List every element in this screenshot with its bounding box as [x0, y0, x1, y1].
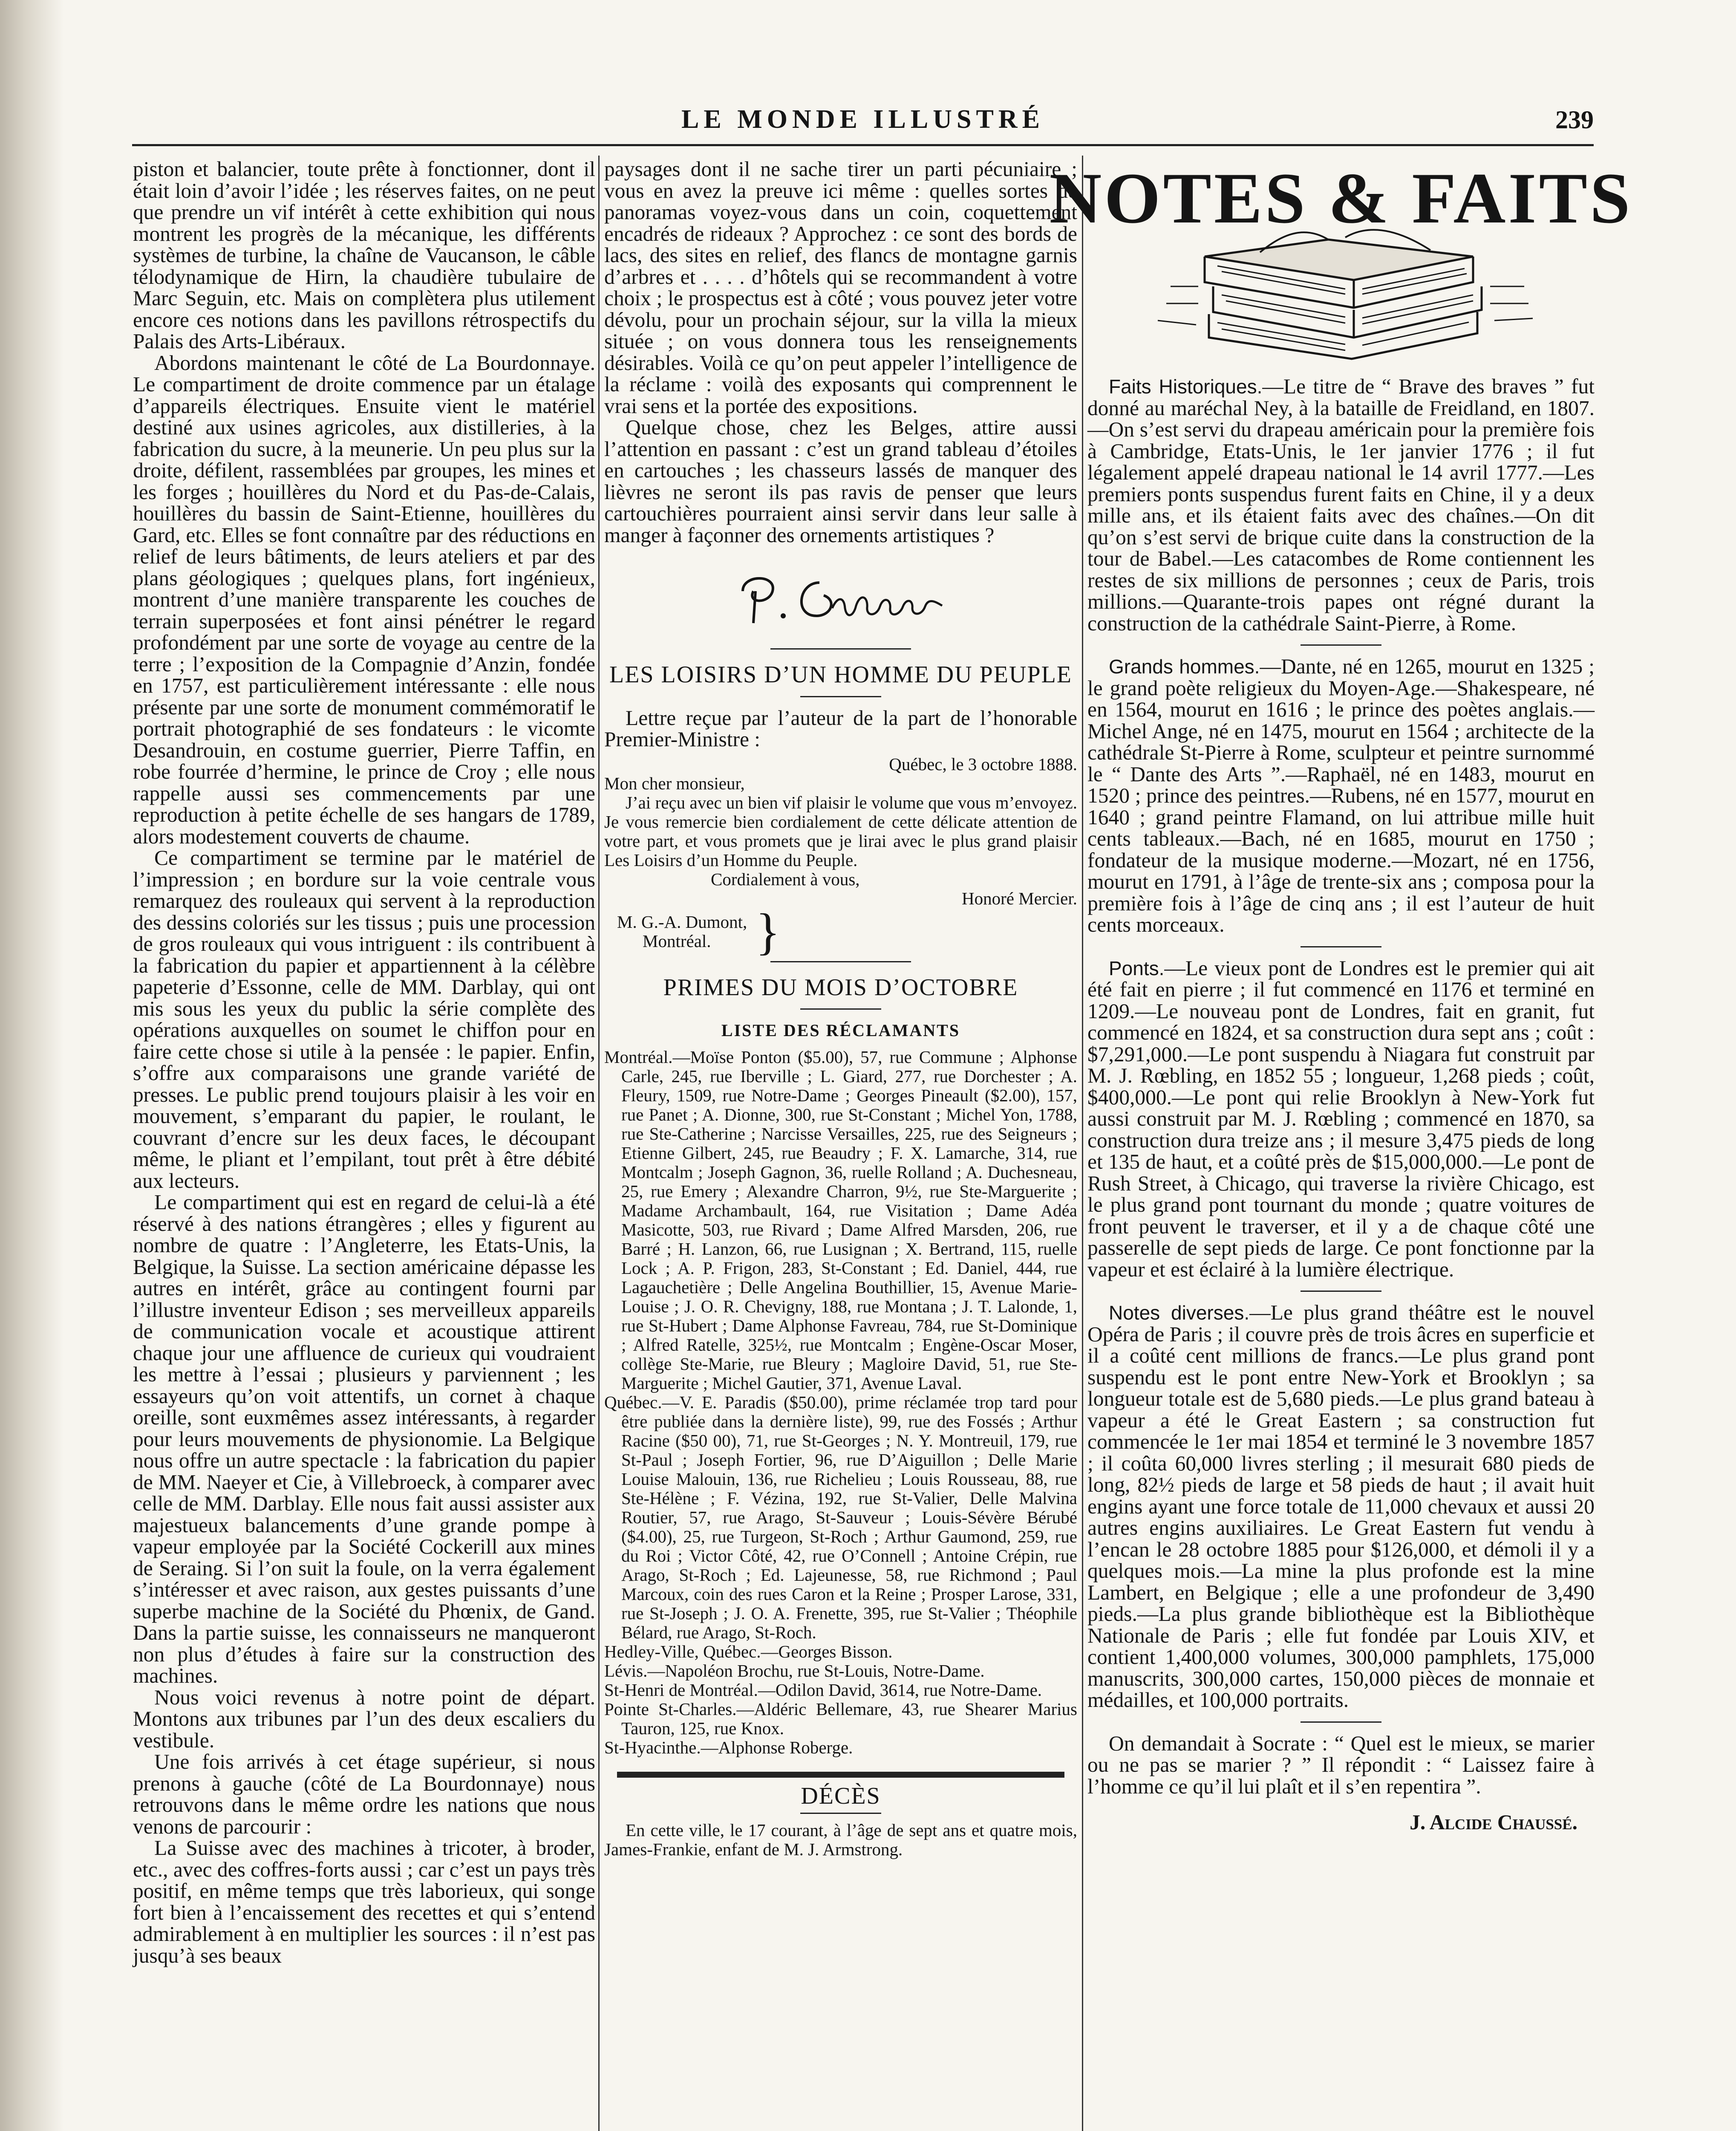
section-rule — [770, 961, 911, 962]
paragraph: piston et balancier, toute prête à fonctionner, dont il était loin d’avoir l’idée ; les réserves faites, on ne peut que prendre un vif intérêt à cette exhibition qui nous montrent les progrès de la mécanique, les différents systèmes de turbine, la chaîne de Vaucanson, le câble télodynamique de Hirn, la chaudière tubulaire de Marc Seguin, etc. Mais on complètera plus utilement encore ces notions dans les pavillons rétrospectifs du Palais des Arts-Libéraux. — [133, 157, 595, 353]
column-divider — [1082, 156, 1083, 2131]
paragraph: Le compartiment qui est en regard de celui-là a été réservé à des nations étrangères ; elles y figurent au nombre de quatre : l’Angleterre, les Etats-Unis, la Belgique, la Suisse. La section américaine dépasse les autres en intérêt, grâce au contingent fourni par l’illustre inventeur Edison ; ses merveilleux appareils de communication vocale et acoustique attirent chaque jour une affluence de curieux qui voudraient les mettre à l’essai ; plusieurs y parviennent ; les essayeurs qu’on voit attentifs, un cornet à chaque oreille, sont euxmêmes assez intéressants, à regarder pour leurs mouvements de physionomie. La Belgique nous offre un autre spectacle : la fabrication du papier de MM. Naeyer et Cie, à Villebroeck, à comparer avec celle de MM. Darblay. Elle nous fait aussi assister aux majestueux balancements d’une grande pompe à vapeur employée par la Société Cockerill aux mines de Seraing. Si l’on suit la foule, on la verra également s’intéresser et avec raison, aux gestes puissants d’une superbe machine de la Société du Phœnix, de Gand. Dans la partie suisse, les connaisseurs ne manqueront non plus d’études à faire sur la construction des machines. — [133, 1190, 595, 1687]
socrate-quote: On demandait à Socrate : “ Quel est le mieux, se marier ou ne pas se marier ? ” Il répondit : “ Laissez faire à l’homme ce qu’il lui plaît et il s’en repentira ”. — [1087, 1731, 1595, 1798]
masthead: LE MONDE ILLUSTRÉ — [681, 105, 1044, 134]
item-text: —Le vieux pont de Londres est le premier qui ait été fait en pierre ; il fut commencé en 1176 et terminé en 1209.—Le nouveau pont de Londres, fait en granit, fut commencé en 1824, et sa construction dura sept ans ; coût : $7,291,000.—Le pont suspendu à Niagara fut construit par M. J. Rœbling, en 1852 55 ; longueur, 1,268 pieds ; coût, $400,000.—Le pont qui relie Brooklyn à New-York fut aussi construit par M. J. Rœbling ; commencé en 1870, sa construction dura treize ans ; il mesure 3,475 pieds de long et 135 de haut, et a coûté près de $15,000,000.—Le pont de Rush Street, à Chicago, qui traverse la rivière Chicago, est le plus grand pont tournant du monde ; quatre voitures de front peuvent le traverser, et il y a de chaque côté une passerelle de sept pieds de large. Ce pont fonctionne par la vapeur et est éclairé à la lumière électrique. — [1087, 956, 1595, 1281]
letter-addressee — [604, 903, 1077, 960]
item-text: —Dante, né en 1265, mourut en 1325 ; le grand poète religieux du Moyen-Age.—Shakespeare, né en 1564, mourut en 1616 ; le prince des poètes anglais.—Michel Ange, né en 1475, mourut en 1564 ; architecte de la cathédrale St-Pierre à Rome, sculpteur et peintre surnommé le “ Dante des Arts ”.—Raphaël, né en 1483, mourut en 1520 ; prince des peintres.—Rubens, né en 1577, mourut en 1640 ; grand peintre Flamand, on lui attribue mille huit cents tableaux.—Bach, né en 1685, mourut en 1750 ; fondateur de la musique moderne.—Mozart, né en 1756, mourut en 1791, à l’âge de trente-six ans ; composa pour la première fois à l’âge de cinq ans ; il est l’auteur de huit cents morceaux. — [1087, 655, 1595, 936]
paragraph: Quelque chose, chez les Belges, attire aussi l’attention en passant : c’est un grand tableau d’étoiles en cartouches ; les chasseurs lassés de manquer des lièvres ne seront ils pas ravis de penser que leurs cartouchières pourraient ainsi servir dans leur salle à manger à façonner des ornements artistiques ? — [604, 416, 1077, 547]
letter-dateline: Québec, le 3 octobre 1888. — [889, 754, 1077, 774]
notes-item — [1087, 958, 1595, 1281]
section-rule — [800, 1008, 881, 1010]
notes-item — [1087, 656, 1595, 936]
item-kicker: Ponts. — [1109, 957, 1165, 979]
column-author: J. Alcide Chaussé. — [1410, 1810, 1577, 1834]
item-text: —Le plus grand théâtre est le nouvel Opéra de Paris ; il couvre près de trois âcres en superficie et il a coûté cent millions de francs.—Le plus grand pont suspendu est le pont entre New-York et Brooklyn ; sa longueur totale est de 5,680 pieds.—Le plus grand bateau à vapeur a été le Great Eastern ; sa construction fut commencée le 1er mai 1854 et terminé le 3 novembre 1857 ; il coûta 60,000 livres sterling ; il mesurait 680 pieds de long, 82½ pieds de large et 58 pieds de haut ; il avait huit engins ayant une force totale de 11,000 chevaux et aussi 20 autres engins auxiliaires. Le Great Eastern fut vendu à l’encan le 28 octobre 1885 pour $126,000, et démoli il y a quelques mois.—La mine la plus profonde est la mine Lambert, en Belgique ; elle a une profondeur de 3,490 pieds.—La plus grande bibliothèque est la Bibliothèque Nationale de Paris ; elle fut fondée par Louis XIV, et contient 1,400,000 volumes, 300,000 pamphlets, 175,000 manuscrits, 300,000 cartes, 150,000 pièces de monnaie et médailles, et 100,000 portraits. — [1087, 1301, 1595, 1712]
book-stack-illustration — [1158, 230, 1533, 359]
list-item: Montréal.—Moïse Ponton ($5.00), 57, rue Commune ; Alphonse Carle, 245, rue Iberville ; L. Giard, 277, rue Dorchester ; A. Fleury, 1509, rue Notre-Dame ; Georges Pineault ($2.00), 157, rue Panet ; A. Dionne, 300, rue St-Constant ; Michel Yon, 1788, rue Ste-Catherine ; Narcisse Versailles, 225, rue des Seigneurs ; Etienne Gilbert, 245, rue Beaudry ; F. X. Lamarche, 314, rue Montcalm ; Joseph Gagnon, 36, ruelle Rolland ; A. Duchesneau, 25, rue Emery ; Alexandre Charron, 9½, rue Ste-Marguerite ; Madame Archambault, 164, rue Visitation ; Dame Adéa Masicotte, 503, rue Rivard ; Dame Alfred Marsden, 206, rue Barré ; H. Lanzon, 66, rue Lusignan ; X. Bertrand, 115, ruelle Lock ; A. P. Frigon, 283, St-Constant ; Ed. Daniel, 444, rue Lagauchetière ; Delle Angelina Bouthillier, 15, Avenue Marie-Louise ; J. O. R. Chevigny, 188, rue Montana ; J. T. Lalonde, 1, rue St-Hubert ; Dame Alphonse Favreau, 784, rue St-Dominique ; Alfred Ratelle, 325½, rue Montcalm ; Engène-Oscar Moser, collège Ste-Marie, rue Bleury ; Magloire David, 51, rue Ste-Marguerite ; Michel Gautier, 371, Avenue Laval. — [604, 1047, 1077, 1393]
paragraph: Nous voici revenus à notre point de départ. Montons aux tribunes par l’un des deux escaliers du vestibule. — [133, 1685, 595, 1752]
section-rule — [770, 648, 911, 650]
paragraph: La Suisse avec des machines à tricoter, à broder, etc., avec des coffres-forts aussi ; car c’est un pays très positif, en même temps que très laborieux, qui songe fort bien à l’encaissement des recettes et qui s’entend admirablement à en multiplier les sources : il n’est pas jusqu’à ses beaux — [133, 1836, 595, 1967]
addressee-city: Montréal. — [643, 931, 711, 951]
list-item: Pointe St-Charles.—Aldéric Bellemare, 43, rue Shearer Marius Tauron, 125, rue Knox. — [604, 1699, 1077, 1738]
header-rule — [132, 144, 1594, 146]
loisirs-intro: Lettre reçue par l’auteur de la part de l’honorable Premier-Ministre : — [604, 706, 1077, 751]
letter-signer: Honoré Mercier. — [962, 888, 1077, 908]
deces-title: DÉCÈS — [801, 1782, 881, 1809]
notes-item — [1087, 376, 1595, 634]
list-item: St-Henri de Montréal.—Odilon David, 3614, rue Notre-Dame. — [604, 1680, 1042, 1700]
paragraph: Une fois arrivés à cet étage supérieur, si nous prenons à gauche (côté de La Bourdonnaye) nous retrouvons dans le même ordre les nations que nous venons de parcourir : — [133, 1750, 595, 1838]
item-kicker: Faits Historiques. — [1109, 375, 1263, 398]
section-rule — [1301, 1291, 1381, 1292]
brace: } — [756, 903, 780, 960]
list-item: St-Hyacinthe.—Alphonse Roberge. — [604, 1737, 853, 1757]
page-number: 239 — [1555, 106, 1594, 134]
letter-body: J’ai reçu avec un bien vif plaisir le volume que vous m’envoyez. Je vous remercie bien cordialement de cette délicate attention de votre part, et vous promets que je lirai avec le plus grand plaisir Les Loisirs d’un Homme du Peuple. — [604, 792, 1077, 870]
item-kicker: Grands hommes. — [1109, 655, 1260, 678]
section-rule — [1301, 644, 1381, 646]
section-rule — [1301, 946, 1381, 947]
column-2 — [604, 159, 1077, 1859]
item-text: —Le titre de “ Brave des braves ” fut donné au maréchal Ney, à la bataille de Freidland, en 1807.—On s’est servi du drapeau américain pour la première fois à Cambridge, Etats-Unis, le 1er janvier 1776 ; il fut légalement appelé drapeau national le 14 avril 1777.—Les premiers ponts suspendus furent faits en Chine, il y a deux mille ans, et ils étaient faits avec des chaînes.—On dit qu’on s’est servi de brique cuite dans la construction de la tour de Babel.—Les catacombes de Rome contiennent les restes de six millions de personnes ; ceux de Paris, trois millions.—Quarante-trois papes ont régné durant la construction de la cathédrale Saint-Pierre, à Rome. — [1087, 375, 1595, 635]
deces-text: En cette ville, le 17 courant, à l’âge de sept ans et quatre mois, James-Frankie, enfant de M. J. Armstrong. — [604, 1820, 1077, 1859]
section-rule — [800, 1813, 881, 1814]
notes-item — [1087, 1302, 1595, 1711]
section-rule — [1301, 1721, 1381, 1723]
item-kicker: Notes diverses. — [1109, 1302, 1250, 1324]
list-item: Québec.—V. E. Paradis ($50.00), prime réclamée trop tard pour être publiée dans la dernière liste), 99, rue des Fossés ; Arthur Racine ($50 00), 71, rue St-Georges ; N. Y. Montreuil, 179, rue St-Paul ; Joseph Fortier, 96, rue D’Aiguillon ; Delle Marie Louise Malouin, 136, rue Richelieu ; Louis Rousseau, 88, rue Ste-Hélène ; F. Vézina, 192, rue St-Valier, Delle Malvina Routier, 57, rue Arago, St-Sauveur ; Louis-Sévère Bérubé ($4.00), 25, rue Turgeon, St-Roch ; Arthur Gaumond, 259, rue du Roi ; Victor Côté, 42, rue O’Connell ; Antoine Crépin, rue Arago, St-Roch ; Ed. Lajeunesse, 58, rue Richmond ; Paul Marcoux, coin des rues Caron et la Reine ; Prosper Larose, 331, rue St-Joseph ; J. O. A. Frenette, 395, rue St-Valier ; Théophile Bélard, rue Arago, St-Roch. — [604, 1392, 1077, 1642]
section-rule — [617, 1772, 1064, 1778]
page-shadow-edge — [0, 0, 64, 2131]
loisirs-title: LES LOISIRS D’UN HOMME DU PEUPLE — [609, 661, 1073, 688]
letter-salutation: Mon cher monsieur, — [604, 773, 745, 793]
paragraph: paysages dont il ne sache tirer un parti pécuniaire ; vous en avez la preuve ici même : quelles sortes de panoramas voyez-vous dans un coin, coquettement encadrés de rideaux ? Approchez : ce sont des bords de lacs, des sites en relief, des flancs de montagne garnis d’arbres et . . . . d’hôtels qui se recommandent à votre choix ; le prospectus est à côté ; vous pouvez jeter votre dévolu, pour un prochain séjour, sur la villa la mieux située ; on vous donnera tous les renseignements désirables. Voilà ce qu’on peut appeler l’intelligence de la réclame : voilà des exposants qui comprennent le vrai sens et la portée des expositions. — [604, 157, 1077, 418]
list-item: Lévis.—Napoléon Brochu, rue St-Louis, Notre-Dame. — [604, 1660, 985, 1681]
addressee-name: M. G.-A. Dumont, — [617, 912, 747, 932]
notes-et-faits-banner — [1049, 158, 1633, 363]
list-item: Hedley-Ville, Québec.—Georges Bisson. — [604, 1641, 893, 1661]
paragraph: Ce compartiment se termine par le matériel de l’impression ; en bordure sur la voie centrale vous remarquez des rouleaux qui servent à la reproduction des dessins coloriés sur les tissus ; puis une procession de gros rouleaux qui vous intriguent : ils contribuent à la fabrication du papier et appartiennent à la célèbre papeterie d’Essonne, celle de MM. Darblay, qui ont mis sous les yeux du public la série complète des opérations auxquelles on soumet le chiffon pour en faire cette chose si utile à la pensée : le papier. Enfin, s’offre aux comparaisons une grande variété de presses. Le public prend toujours plaisir à les voir en mouvement, s’emparant du papier, le roulant, le couvrant d’encre sur les deux faces, le découpant même, le pliant et l’empilant, tout prêt à être débité aux lecteurs. — [133, 846, 595, 1193]
primes-title: PRIMES DU MOIS D’OCTOBRE — [663, 974, 1018, 1001]
column-3 — [1049, 158, 1633, 1834]
column-divider — [598, 156, 600, 2131]
primes-subtitle: LISTE DES RÉCLAMANTS — [721, 1021, 960, 1040]
author-signature — [730, 566, 952, 629]
section-rule — [800, 696, 881, 697]
letter-closing: Cordialement à vous, — [711, 869, 860, 889]
paragraph: Abordons maintenant le côté de La Bourdonnaye. Le compartiment de droite commence par un étalage d’appareils électriques. Ensuite vient le matériel destiné aux usines agricoles, aux distilleries, à la fabrication du sucre, à la meunerie. Un peu plus sur la droite, défilent, rassemblées par groupes, les mines et les forges ; houillères du Nord et du Pas-de-Calais, houillères du bassin de Saint-Etienne, houillères du Gard, etc. Elles se font connaître par des réductions en relief de leurs bâtiments, de leurs ateliers et par des plans géologiques ; quelques plans, fort ingénieux, montrent d’une manière transparente les couches de terrain superposées et font ainsi pénétrer le regard profondément par une sorte de voyage au centre de la terre ; l’exposition de la Compagnie d’Anzin, fondée en 1757, est particulièrement intéressante : elle nous présente par une sorte de monument commémoratif le portrait photographié de ses fondateurs : le vicomte Desandrouin, en costume guerrier, Pierre Taffin, en robe fourrée d’hermine, le prince de Croy ; elle nous rappelle aussi ses commencements par une reproduction à petite échelle de ses hangars de 1789, alors modestement couverts de chaume. — [133, 351, 595, 848]
claimants-list — [604, 1048, 1077, 1757]
banner-title: NOTES & FAITS — [1049, 158, 1633, 238]
column-1 — [133, 159, 595, 1966]
